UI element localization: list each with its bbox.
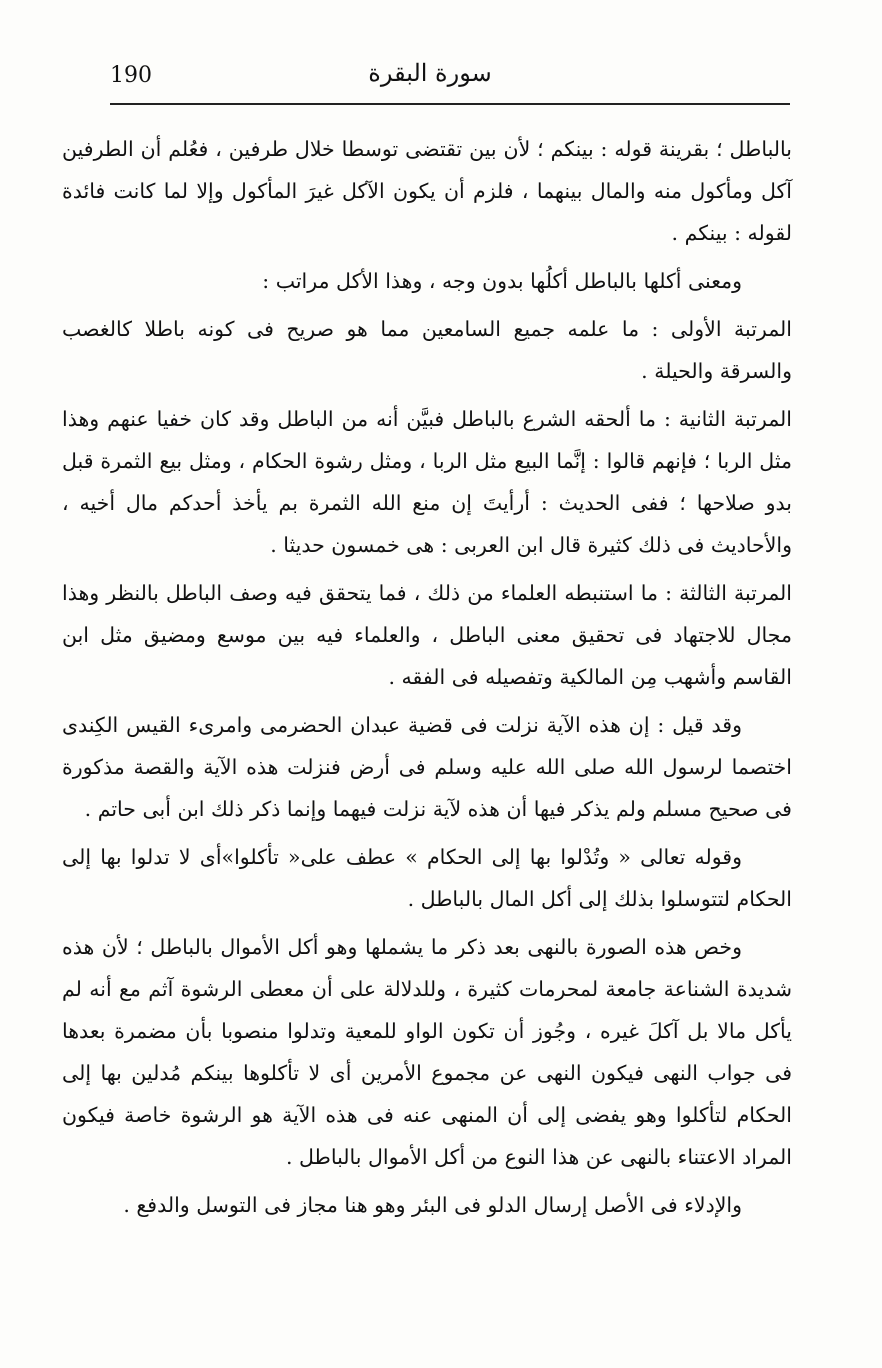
surah-title: سورة البقرة [368,59,492,87]
paragraph-idla-definition: والإدلاء فى الأصل إرسال الدلو فى البئر وهو هنا مجاز فى التوسل والدفع . [123,1193,742,1217]
page-header [70,55,790,105]
paragraph-second-rank: المرتبة الثانية : ما ألحقه الشرع بالباطل فبيَّن أنه من الباطل وقد كان خفيا عنهم وهذا مثل الربا ؛ فإنهم قالوا : إنَّما البيع مثل الربا ، ومثل رشوة الحكام ، ومثل بيع الثمرة قبل بدو صلاحها ؛ ففى الحديث : أرأيتَ إن منع الله الثمرة بم يأخذ أحدكم مال أخيه ، والأحاديث فى ذلك كثيرة قال ابن العربى : هى خمسون حديثا . [62,407,792,557]
paragraph-occasion-of-revelation: وقد قيل : إن هذه الآية نزلت فى قضية عبدان الحضرمى وامرىء القيس الكِندى اختصما لرسول الله صلى الله عليه وسلم فى أرض فنزلت هذه الآية والقصة مذكورة فى صحيح مسلم ولم يذكر فيها أن هذه لآية نزلت فيهما وإنما ذكر ذلك ابن أبى حاتم . [62,713,792,821]
paragraph-specification: وخص هذه الصورة بالنهى بعد ذكر ما يشملها وهو أكل الأموال بالباطل ؛ لأن هذه شديدة الشناعة جامعة لمحرمات كثيرة ، وللدلالة على أن معطى الرشوة آثم مع أنه لم يأكل مالا بل آكلَ غيره ، وجُوز أن تكون الواو للمعية وتدلوا منصوبا بأن مضمرة بعدها فى جواب النهى فيكون النهى عن مجموع الأمرين أى لا تأكلوها بينكم مُدلين بها إلى الحكام لتأكلوا وهو يفضى إلى أن المنهى عنه فى هذه الآية هو الرشوة خاصة فيكون المراد الاعتناء بالنهى عن هذا النوع من أكل الأموال بالباطل . [62,935,792,1169]
paragraph-batil-context: بالباطل ؛ بقرينة قوله : بينكم ؛ لأن بين تقتضى توسطا خلال طرفين ، فعُلم أن الطرفين آكل ومأكول منه والمال بينهما ، فلزم أن يكون الآكل غيرَ المأكول وإلا لما كانت فائدة لقوله : بينكم . [62,137,792,245]
paragraph-third-rank: المرتبة الثالثة : ما استنبطه العلماء من ذلك ، فما يتحقق فيه وصف الباطل بالنظر وهذا مجال للاجتهاد فى تحقيق معنى الباطل ، والعلماء فيه بين موسع ومضيق مثل ابن القاسم وأشهب مِن المالكية وتفصيله فى الفقه . [62,581,792,689]
paragraph-first-rank: المرتبة الأولى : ما علمه جميع السامعين مما هو صريح فى كونه باطلا كالغصب والسرقة والحيلة . [62,317,792,383]
header-divider [110,103,790,105]
paragraph-tudlu-explanation: وقوله تعالى « وتُدْلوا بها إلى الحكام » عطف على« تأكلوا»أى لا تدلوا بها إلى الحكام لتتوسلوا بذلك إلى أكل المال بالباطل . [62,845,792,911]
paragraph-meaning-of-eating: ومعنى أكلها بالباطل أكلُها بدون وجه ، وهذا الأكل مراتب : [262,269,742,293]
page-number: 190 [110,63,152,88]
page-body [62,128,792,1232]
